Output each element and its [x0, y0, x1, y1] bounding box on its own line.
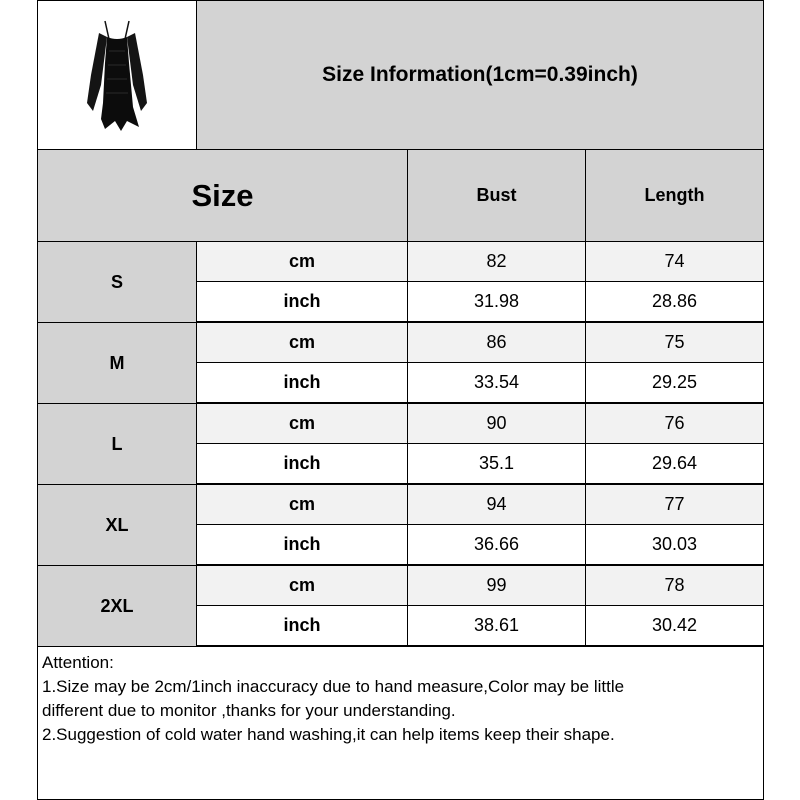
bust-value: 35.1	[407, 443, 586, 484]
unit-label: inch	[196, 605, 408, 646]
bust-value: 90	[407, 403, 586, 444]
unit-label: inch	[196, 281, 408, 322]
bust-header: Bust	[407, 149, 586, 242]
length-value: 75	[585, 322, 764, 363]
size-label: S	[37, 241, 197, 323]
length-header: Length	[585, 149, 764, 242]
attention-notes	[37, 646, 764, 800]
bust-value: 38.61	[407, 605, 586, 646]
unit-label: cm	[196, 241, 408, 282]
notes-line-2: different due to monitor ,thanks for your understanding.	[42, 701, 456, 720]
size-label: M	[37, 322, 197, 404]
bust-value: 31.98	[407, 281, 586, 322]
unit-label: inch	[196, 362, 408, 403]
length-value: 76	[585, 403, 764, 444]
notes-line-3: 2.Suggestion of cold water hand washing,it can help items keep their shape.	[42, 725, 615, 744]
length-value: 30.42	[585, 605, 764, 646]
unit-label: inch	[196, 524, 408, 565]
unit-label: cm	[196, 403, 408, 444]
unit-label: cm	[196, 565, 408, 606]
unit-label: cm	[196, 484, 408, 525]
bust-value: 82	[407, 241, 586, 282]
bust-value: 94	[407, 484, 586, 525]
unit-label: cm	[196, 322, 408, 363]
bust-value: 36.66	[407, 524, 586, 565]
length-value: 29.25	[585, 362, 764, 403]
size-label: 2XL	[37, 565, 197, 647]
size-label: XL	[37, 484, 197, 566]
notes-line-1: 1.Size may be 2cm/1inch inaccuracy due to hand measure,Color may be little	[42, 677, 625, 696]
size-label: L	[37, 403, 197, 485]
length-value: 28.86	[585, 281, 764, 322]
length-value: 30.03	[585, 524, 764, 565]
product-image-cell	[37, 0, 197, 150]
size-header: Size	[37, 149, 408, 242]
size-info-title: Size Information(1cm=0.39inch)	[196, 0, 764, 150]
length-value: 77	[585, 484, 764, 525]
length-value: 29.64	[585, 443, 764, 484]
bust-value: 86	[407, 322, 586, 363]
bust-value: 33.54	[407, 362, 586, 403]
length-value: 74	[585, 241, 764, 282]
dress-image	[77, 15, 157, 135]
length-value: 78	[585, 565, 764, 606]
unit-label: inch	[196, 443, 408, 484]
notes-heading: Attention:	[42, 653, 114, 672]
bust-value: 99	[407, 565, 586, 606]
